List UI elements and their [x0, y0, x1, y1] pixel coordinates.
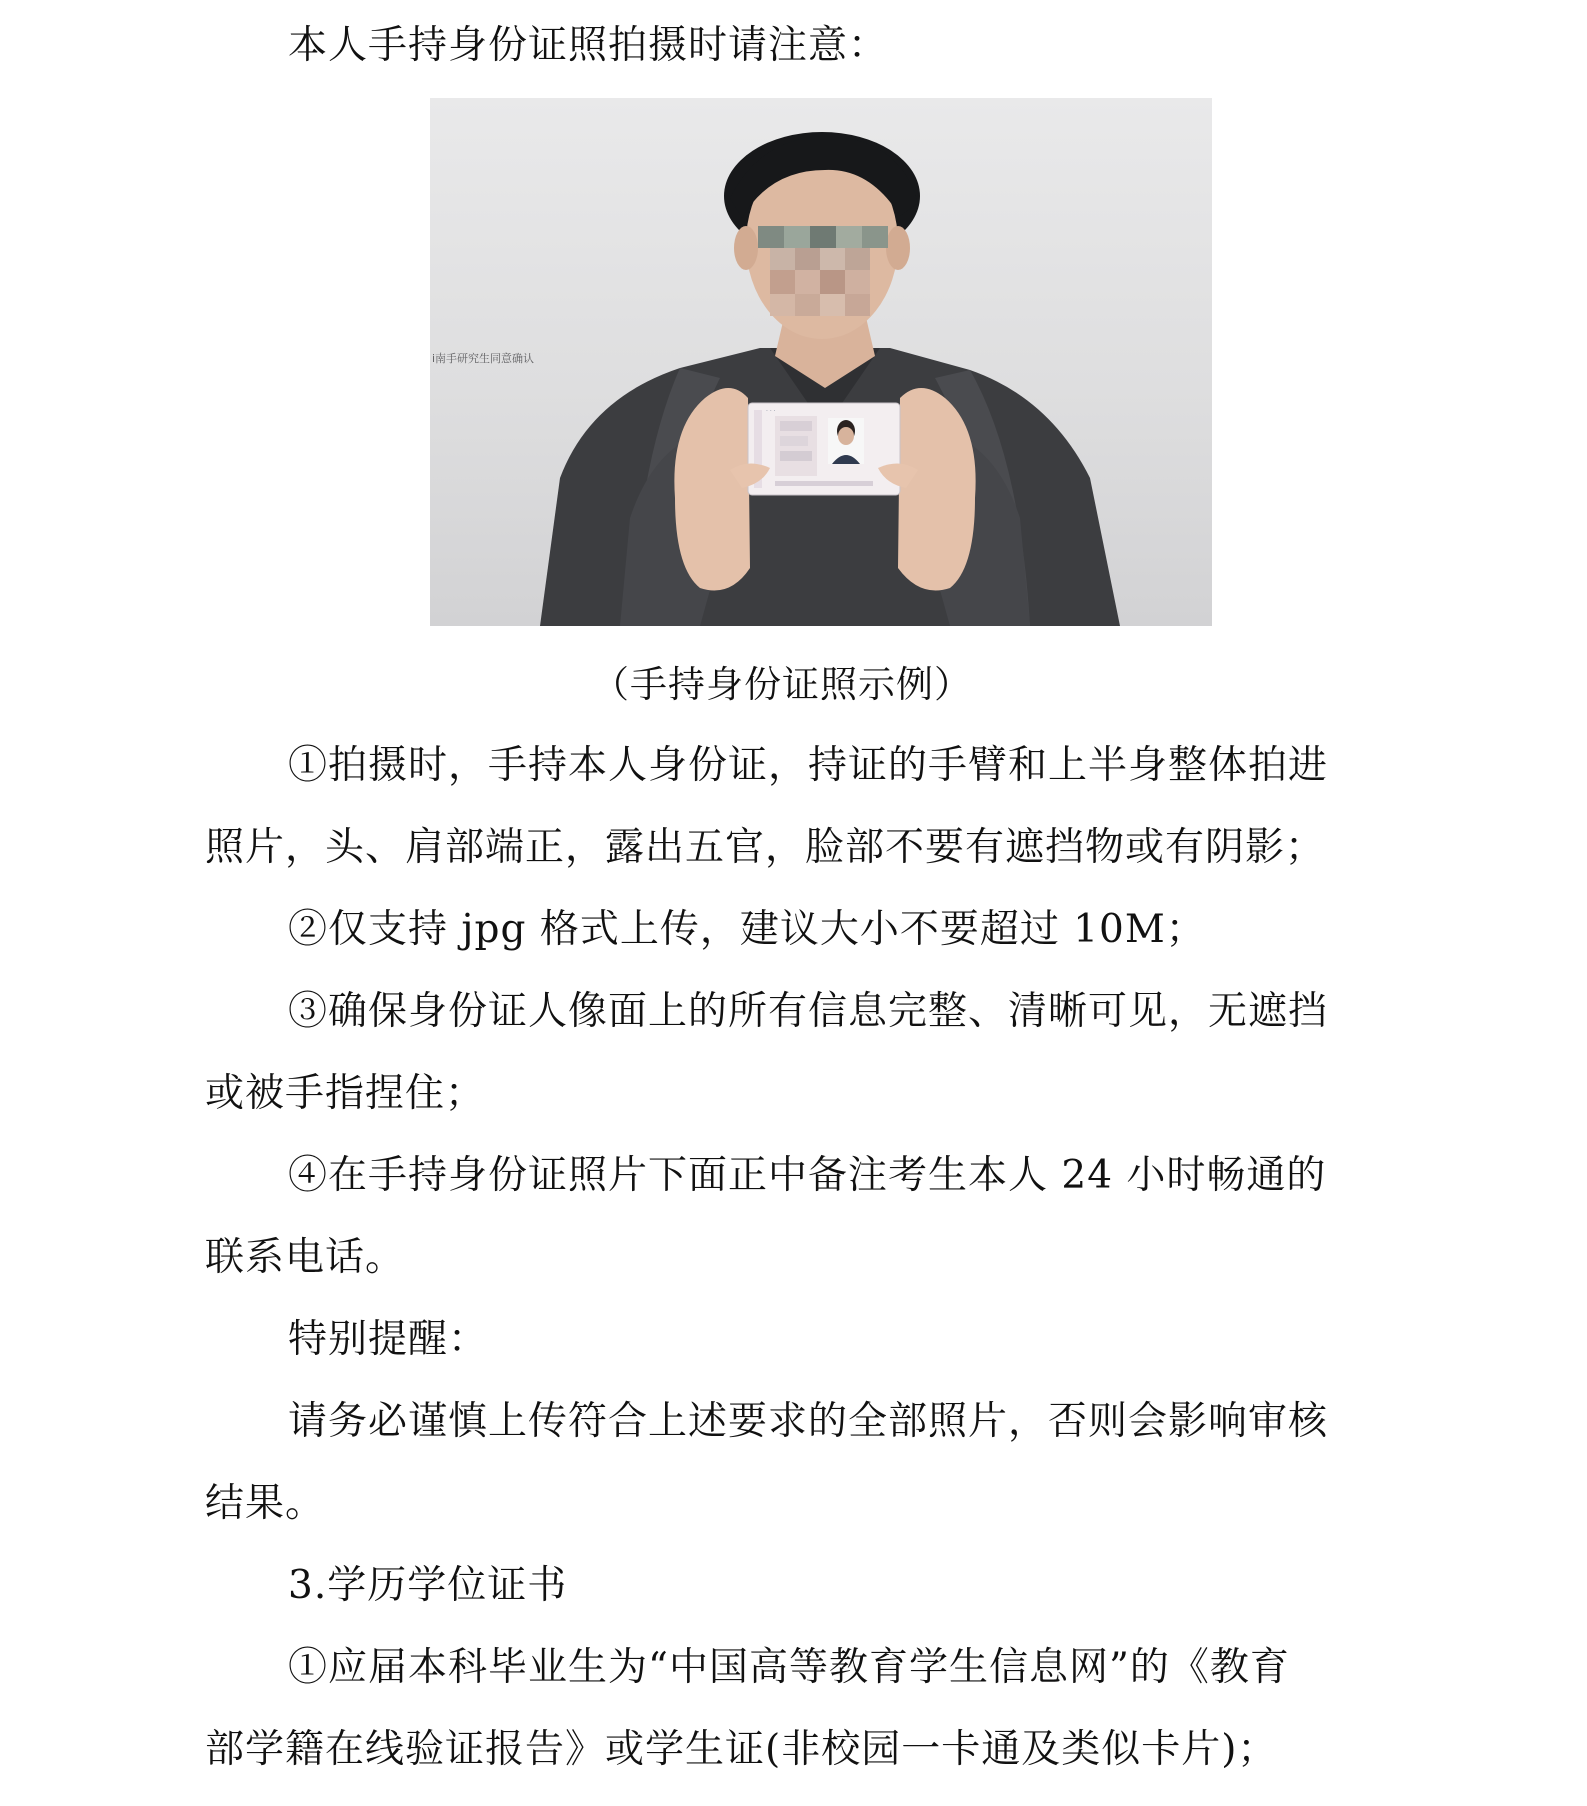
figure-caption: （手持身份证照示例）	[592, 663, 972, 706]
item-4-line-1: ④在手持身份证照片下面正中备注考生本人 24 小时畅通的	[288, 1153, 1327, 1198]
section-3-line-2: 部学籍在线验证报告》或学生证(非校园一卡通及类似卡片)；	[205, 1727, 1278, 1772]
section-3-line-1: ①应届本科毕业生为“中国高等教育学生信息网”的《教育	[288, 1645, 1290, 1690]
reminder-line-2: 结果。	[205, 1481, 326, 1526]
reminder-heading: 特别提醒：	[288, 1317, 489, 1362]
item-1-line-2: 照片，头、肩部端正，露出五官，脸部不要有遮挡物或有阴影；	[205, 825, 1326, 870]
svg-text:· · ·: · · ·	[766, 408, 776, 415]
item-3-line-1: ③确保身份证人像面上的所有信息完整、清晰可见，无遮挡	[288, 989, 1329, 1034]
section-3-heading: 3.学历学位证书	[288, 1563, 568, 1608]
item-3-line-2: 或被手指捏住；	[205, 1071, 486, 1116]
item-4-line-2: 联系电话。	[205, 1235, 406, 1280]
photo-illustration	[430, 98, 1212, 626]
reminder-line-1: 请务必谨慎上传符合上述要求的全部照片，否则会影响审核	[288, 1399, 1329, 1444]
item-2-line-1: ②仅支持 jpg 格式上传，建议大小不要超过 10M；	[288, 907, 1206, 952]
id-photo-example	[430, 98, 1212, 626]
item-1-line-1: ①拍摄时，手持本人身份证，持证的手臂和上半身整体拍进	[288, 743, 1329, 788]
photo-watermark: i南手研究生同意确认	[432, 352, 535, 365]
intro-line: 本人手持身份证照拍摄时请注意：	[288, 23, 889, 68]
